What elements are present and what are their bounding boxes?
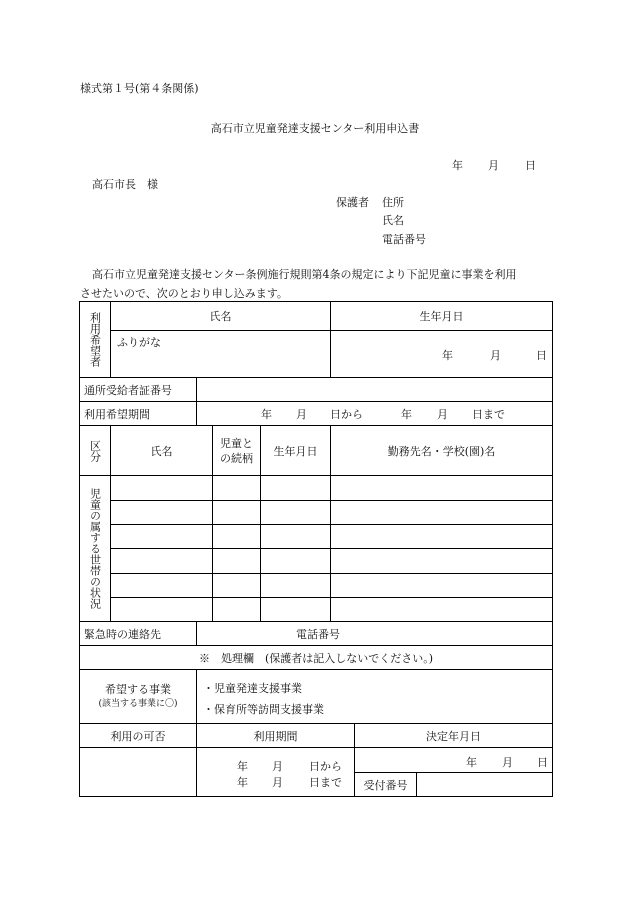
household-name-header: 氏名 (150, 444, 173, 458)
period-from-suffix: 日から (330, 407, 363, 421)
service-label: 希望する事業 (105, 682, 171, 696)
period-to-year-label: 年 (401, 407, 412, 421)
addressee: 高石市長 様 (92, 178, 158, 191)
applicant-name-header: 氏名 (209, 310, 232, 323)
household-row[interactable] (111, 525, 552, 548)
guardian-name-label: 氏名 (382, 214, 404, 227)
guardian-address-label: 住所 (382, 196, 404, 209)
decision-period-from-suffix: 日から (309, 760, 342, 773)
relation-header-line2: の続柄 (220, 451, 253, 465)
intro-text-line1: 高石市立児童発達支援センター条例施行規則第4条の規定により下記児童に事業を利用 (92, 268, 517, 281)
certificate-label: 通所受給者証番号 (84, 383, 172, 397)
emergency-contact-label: 緊急時の連絡先 (84, 627, 161, 641)
category-header: 区分 (88, 439, 102, 462)
form-title: 高石市立児童発達支援センター利用申込書 (210, 122, 420, 135)
decision-period-month2: 月 (272, 776, 283, 789)
emergency-phone-label: 電話番号 (296, 627, 340, 641)
service-label-cell (80, 670, 196, 723)
work-school-header: 勤務先名・学校(園)名 (387, 444, 496, 458)
decision-date-month: 月 (502, 756, 513, 769)
relation-header-line1: 児童と (220, 436, 253, 450)
household-row[interactable] (111, 476, 552, 500)
availability-header: 利用の可否 (110, 729, 166, 743)
form-number: 様式第１号(第４条関係) (80, 82, 199, 95)
household-row[interactable] (111, 501, 552, 524)
household-status-label: 児童の属する世帯の状況 (88, 488, 102, 609)
applicant-birth-month-label: 月 (490, 349, 501, 362)
period-from-month-label: 月 (296, 407, 307, 421)
date-day-label: 日 (525, 159, 536, 172)
period-to-suffix: 日まで (472, 407, 505, 421)
period-header: 利用期間 (253, 729, 298, 743)
guardian-label: 保護者 (336, 196, 369, 209)
guardian-phone-label: 電話番号 (382, 233, 426, 246)
applicant-birth-year-label: 年 (442, 349, 453, 362)
certificate-number-input[interactable] (199, 379, 549, 399)
receipt-number-label: 受付番号 (363, 778, 408, 792)
period-from-year-label: 年 (261, 407, 272, 421)
decision-period-year2: 年 (237, 776, 248, 789)
service-option-child-development[interactable]: ・児童発達支援事業 (203, 682, 302, 695)
decision-date-day: 日 (537, 756, 548, 769)
period-to-month-label: 月 (437, 407, 448, 421)
relation-header (213, 426, 260, 475)
household-birth-header: 生年月日 (273, 444, 318, 458)
applicant-birth-header: 生年月日 (419, 310, 464, 323)
receipt-number-input[interactable] (418, 774, 550, 795)
household-row[interactable] (111, 549, 552, 573)
applicant-name-input[interactable] (116, 346, 326, 374)
decision-date-year: 年 (466, 756, 477, 769)
furigana-label: ふりがな (117, 336, 161, 349)
intro-text-line2: させたいので、次のとおり申し込みます。 (80, 287, 288, 300)
decision-date-header: 決定年月日 (426, 729, 481, 743)
household-row[interactable] (111, 574, 552, 597)
date-month-label: 月 (488, 159, 499, 172)
decision-period-to-suffix: 日まで (309, 776, 342, 789)
date-year-label: 年 (452, 159, 463, 172)
service-note: (該当する事業に〇) (98, 698, 178, 709)
household-row[interactable] (111, 598, 552, 621)
processing-header: ※ 処理欄 (保護者は記入しないでください。) (198, 651, 434, 665)
period-label: 利用希望期間 (84, 407, 150, 421)
applicant-birth-day-label: 日 (536, 349, 547, 362)
applicant-label: 利用希望者 (88, 312, 102, 367)
decision-period-year1: 年 (237, 760, 248, 773)
decision-period-month1: 月 (272, 760, 283, 773)
service-option-nursery-visit[interactable]: ・保育所等訪問支援事業 (203, 703, 324, 716)
